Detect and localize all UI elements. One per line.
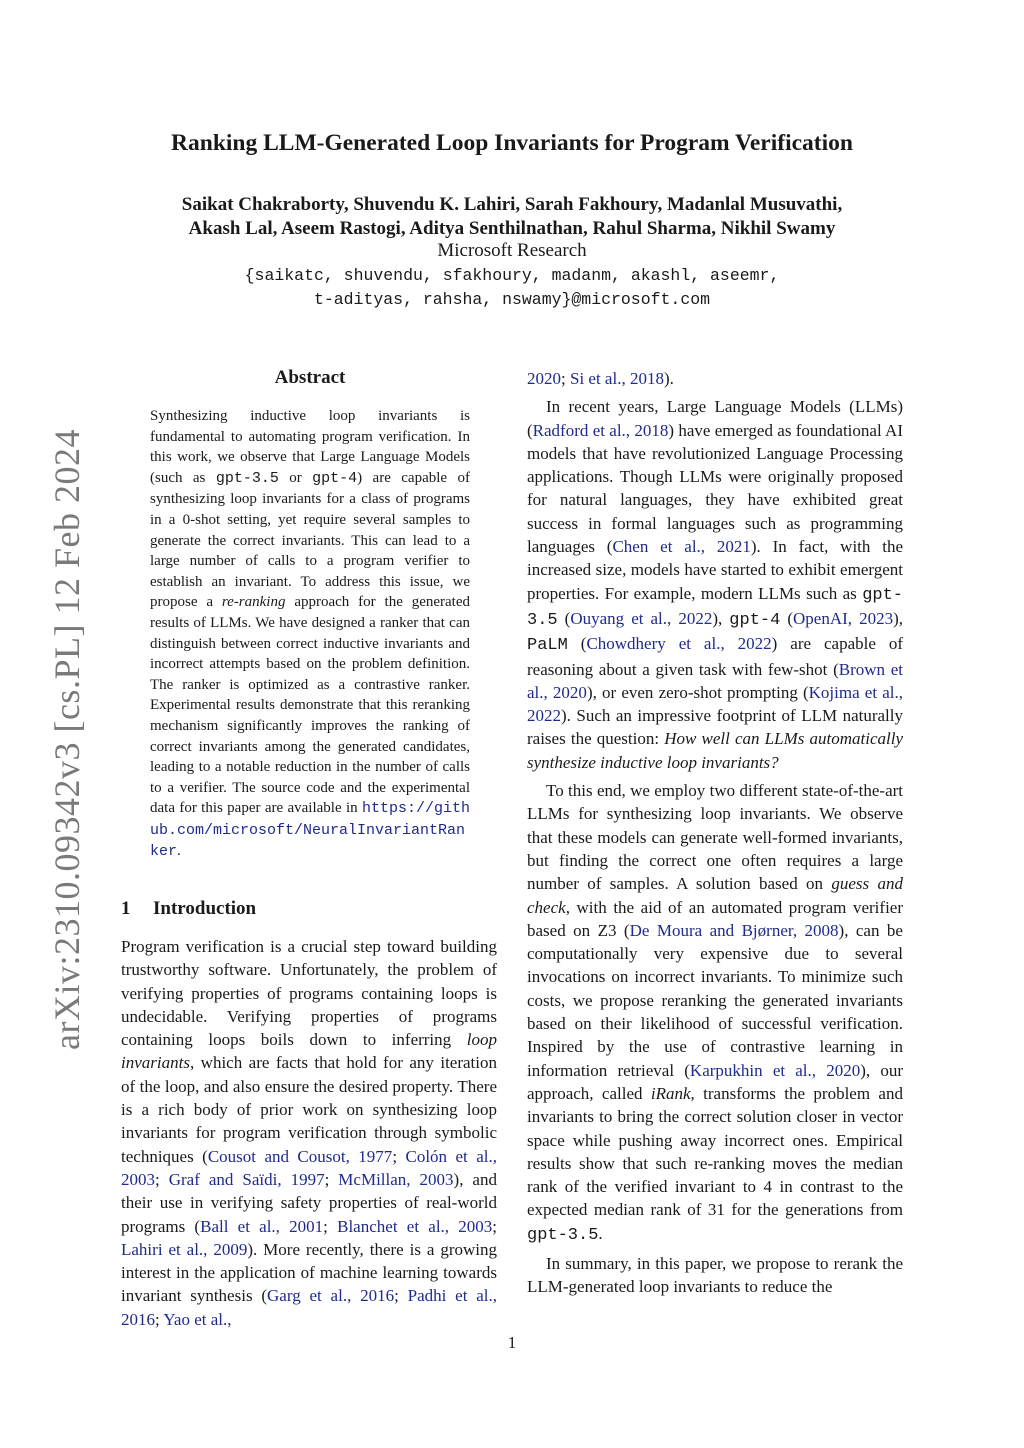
body-text: ), and their use in verifying safety properties of real-world programs ( xyxy=(121,1169,497,1236)
paragraph xyxy=(527,1252,903,1299)
emphasis-text: guess and check xyxy=(527,874,903,917)
citation-link[interactable]: Ball et al., 2001 xyxy=(200,1216,324,1236)
citation-link[interactable]: Cousot and Cousot, 1977 xyxy=(207,1146,393,1166)
separator: ; xyxy=(155,1309,164,1329)
emphasis-text: iRank xyxy=(650,1083,691,1103)
inline-code: gpt-3.5 xyxy=(527,585,903,630)
citation-link[interactable]: 2020 xyxy=(527,369,561,388)
body-text: ). In fact, with the increased size, models have started to exhibit emergent properties. For example, modern LLMs such as xyxy=(527,537,903,603)
citation-link[interactable]: Garg et al., 2016 xyxy=(267,1286,395,1306)
body-text: ). xyxy=(663,369,674,388)
author-line-1: Saikat Chakraborty, Shuvendu K. Lahiri, Sarah Fakhoury, Madanlal Musuvathi, xyxy=(181,194,843,215)
body-text: In recent years, Large Language Models (LLMs) ( xyxy=(527,397,903,440)
abstract-text: approach for the generated results of LLMs. We have designed a ranker that can distinguish between correct inductive invariants and incorrect attempts based on the problem definition. The ranker is optimized as a contrastive ranker. Experimental results demonstrate that this reranking mechanism significantly improves the ranking of correct invariants among the generated candidates, leading to a notable reduction in the number of calls to a verifier. The source code and the experimental data for this paper are available in xyxy=(150,594,470,817)
body-text: ( xyxy=(557,608,571,628)
abstract-text: or xyxy=(278,469,313,486)
section-number: 1 xyxy=(121,898,131,919)
body-text: . xyxy=(598,1223,603,1243)
citation-link[interactable]: Chowdhery et al., 2022 xyxy=(586,634,772,654)
body-text: ) have emerged as foundational AI models that have revolutionized Language Processing applications. Though LLMs were originally proposed for natural languages, they have exhibited great success in formal languages such as programming languages ( xyxy=(527,420,903,557)
paragraph xyxy=(527,779,903,1247)
citation-link[interactable]: OpenAI, 2023 xyxy=(793,608,894,628)
body-text: ), or even zero-shot prompting ( xyxy=(586,682,809,702)
separator: ; xyxy=(323,1216,338,1236)
abstract-heading: Abstract xyxy=(274,367,346,388)
body-text: ). More recently, there is a growing interest in the application of machine learning towards invariant synthesis ( xyxy=(121,1239,497,1306)
author-line-2: Akash Lal, Aseem Rastogi, Aditya Senthilnathan, Rahul Sharma, Nikhil Swamy xyxy=(188,218,836,239)
citation-link[interactable]: Si et al., 2018 xyxy=(569,369,664,388)
citation-link[interactable]: Karpukhin et al., 2020 xyxy=(689,1060,861,1080)
page-number: 1 xyxy=(507,1333,517,1352)
emphasis-text: loop invariants xyxy=(121,1030,497,1073)
body-text: ) are capable of reasoning about a given task with few-shot ( xyxy=(527,634,903,679)
abstract-body xyxy=(150,406,470,863)
right-column xyxy=(527,367,903,1299)
body-text: ( xyxy=(567,634,587,654)
citation-link[interactable]: Colón et al., 2003 xyxy=(121,1146,497,1189)
citation-link[interactable]: Brown et al., 2020 xyxy=(527,659,904,702)
emphasis-text: How well can LLMs automatically synthesize inductive loop invariants? xyxy=(527,729,903,772)
body-text: ( xyxy=(780,608,794,628)
separator: ; xyxy=(392,1146,406,1166)
body-text: In summary, in this paper, we propose to rerank the LLM-generated loop invariants to reduce the xyxy=(527,1253,903,1297)
body-text: To this end, we employ two different state-of-the-art LLMs for synthesizing loop invariants. We observe that these models can generate well-formed invariants, but finding the correct one often requires a large number of samples. A solution based on xyxy=(527,781,903,894)
citation-link[interactable]: Kojima et al., 2022 xyxy=(527,682,903,726)
abstract-text: . xyxy=(177,843,181,860)
email-line-2: t-adityas, rahsha, nswamy}@microsoft.com xyxy=(313,290,711,309)
separator: ; xyxy=(324,1169,339,1189)
body-text: ). Such an impressive footprint of LLM naturally raises the question: xyxy=(527,706,903,749)
citation-link[interactable]: Yao et al., xyxy=(163,1309,232,1329)
inline-code: gpt-3.5 xyxy=(527,1225,599,1245)
inline-code: gpt-4 xyxy=(312,469,358,487)
affiliation: Microsoft Research xyxy=(437,240,587,261)
section-title: Introduction xyxy=(153,898,257,919)
paragraph xyxy=(527,367,903,390)
left-column xyxy=(121,935,497,1331)
emphasis-text: re-ranking xyxy=(221,594,286,611)
email-line-1: {saikatc, shuvendu, sfakhoury, madanm, akashl, aseemr, xyxy=(244,266,780,285)
inline-code: gpt-3.5 xyxy=(215,469,279,487)
citation-link[interactable]: De Moura and Bjørner, 2008 xyxy=(629,920,839,940)
paper-title: Ranking LLM-Generated Loop Invariants for Program Verification xyxy=(171,130,853,156)
citation-link[interactable]: Padhi et al., 2016 xyxy=(121,1286,498,1329)
citation-link[interactable]: Graf and Saïdi, 1997 xyxy=(168,1169,325,1189)
citation-link[interactable]: Blanchet et al., 2003 xyxy=(337,1216,493,1236)
body-text: ), xyxy=(712,608,730,628)
separator: ; xyxy=(561,369,570,388)
author-emails xyxy=(0,264,1024,312)
body-text: ), xyxy=(893,608,904,628)
abstract-text: ) are capable of synthesizing loop invariants for a class of programs in a 0-shot setting, yet require several samples to generate the correct invariants. This can lead to a large number of calls to a program verifier to establish an invariant. To address this issue, we propose a xyxy=(150,469,470,611)
body-text: Program verification is a crucial step toward building trustworthy software. Unfortunately, the problem of verifying properties of programs containing loops is undecidable. Verifying properties of programs containing loops boils down to inferring xyxy=(121,937,497,1050)
citation-link[interactable]: McMillan, 2003 xyxy=(338,1169,454,1189)
separator: ; xyxy=(492,1216,497,1236)
abstract-text: Synthesizing inductive loop invariants is fundamental to automating program verification. In this work, we observe that Large Language Models (such as xyxy=(150,408,470,486)
body-text: , which are facts that hold for any iteration of the loop, and also ensure the desired property. There is a rich body of prior work on synthesizing loop invariants for program verification through symbolic techniques ( xyxy=(121,1053,497,1166)
citation-link[interactable]: Radford et al., 2018 xyxy=(532,420,669,440)
citation-link[interactable]: Chen et al., 2021 xyxy=(612,537,751,557)
inline-code: PaLM xyxy=(527,636,568,656)
body-text: ), can be computationally very expensive due to several invocations on incorrect invariants. To minimize such costs, we propose reranking the generated invariants based on their likelihood of successful verification. Inspired by the use of contrastive learning in information retrieval ( xyxy=(527,920,903,1080)
citation-link[interactable]: Lahiri et al., 2009 xyxy=(121,1239,248,1259)
citation-link[interactable]: Ouyang et al., 2022 xyxy=(570,608,713,628)
body-text: ), our approach, called xyxy=(527,1060,903,1103)
paragraph xyxy=(527,395,903,774)
section-heading xyxy=(121,898,256,920)
separator: ; xyxy=(155,1169,169,1189)
arxiv-identifier: arXiv:2310.09342v3 [cs.PL] 12 Feb 2024 xyxy=(47,429,87,1050)
body-text: , with the aid of an automated program verifier based on Z3 ( xyxy=(527,897,903,940)
paragraph xyxy=(121,935,497,1331)
separator: ; xyxy=(394,1286,408,1306)
author-list xyxy=(0,193,1024,241)
code-repository-link[interactable]: https://github.com/microsoft/NeuralInvariantRanker xyxy=(150,800,470,861)
inline-code: gpt-4 xyxy=(729,610,781,630)
body-text: , transforms the problem and invariants to bring the correct solution closer in vector space while pushing away incorrect ones. Empirical results show that such re-ranking moves the median rank of the verified invariant to 4 in contrast to the expected median rank of 31 for the generations from xyxy=(527,1083,903,1220)
